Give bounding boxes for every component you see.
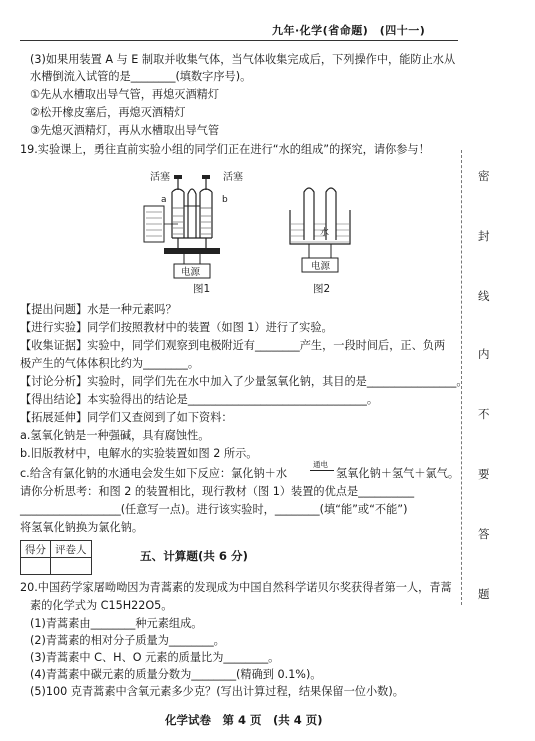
score-box bbox=[20, 540, 92, 575]
seal-line bbox=[461, 150, 462, 605]
fig1-label-a: a bbox=[161, 195, 167, 205]
seal-char-7: 答 bbox=[478, 527, 490, 541]
score-cell bbox=[21, 558, 51, 575]
seal-char-1: 密 bbox=[478, 169, 490, 183]
seal-char-6: 要 bbox=[478, 467, 490, 481]
fig1-stopcock-left-label: 活塞 bbox=[150, 172, 170, 183]
fig1-power-label: 电源 bbox=[181, 267, 201, 278]
page-footer: 化学试卷 第 4 页 (共 4 页) bbox=[165, 713, 323, 727]
q18-3-stem-line2: 水槽倒流入试管的是________(填数字序号)。 bbox=[30, 70, 252, 83]
q19-analysis-line1: 请你分析思考：和图 2 的装置相比，现行教材（图 1）装置的优点是__________ bbox=[20, 485, 415, 498]
seal-char-3: 线 bbox=[478, 289, 490, 303]
fig2-caption: 图2 bbox=[313, 283, 331, 295]
q19-analysis-line3: 将氢氧化钠换为氯化钠。 bbox=[20, 521, 144, 534]
q18-3-stem-line1: (3)如果用装置 A 与 E 制取并收集气体，当气体收集完成后，下列操作中，能防止水从 bbox=[30, 53, 456, 66]
q20-sub-3: (3)青蒿素中 C、H、O 元素的质量比为________。 bbox=[30, 651, 280, 664]
q18-option-2: ②松开橡皮塞后，再熄灭酒精灯 bbox=[30, 106, 186, 119]
seal-char-8: 题 bbox=[478, 587, 490, 601]
fig1-label-b: b bbox=[222, 195, 228, 205]
q20-stem-line2: 素的化学式为 C15H22O5。 bbox=[30, 599, 173, 612]
q19-question-line: 【提出问题】水是一种元素吗？ bbox=[20, 303, 177, 316]
page-header: 九年·化学(省命题) (四十一) bbox=[272, 24, 426, 37]
q19-info-b: b.旧版教材中，电解水的实验装置如图 2 所示。 bbox=[20, 447, 258, 460]
q18-option-1: ①先从水槽取出导气管，再熄灭酒精灯 bbox=[30, 88, 220, 101]
fig2-power-label: 电源 bbox=[311, 261, 331, 272]
q20-sub-1: (1)青蒿素由________种元素组成。 bbox=[30, 617, 203, 630]
seal-char-5: 不 bbox=[478, 407, 490, 421]
q20-stem-line1: 20.中国药学家屠呦呦因为青蒿素的发现成为中国自然科学诺贝尔奖获得者第一人，青蒿 bbox=[20, 581, 452, 594]
grader-label: 评卷人 bbox=[51, 541, 92, 558]
header-rule bbox=[20, 40, 458, 41]
fig1-stopcock-right-label: 活塞 bbox=[223, 172, 243, 183]
q19-extension-line: 【拓展延伸】同学们又查阅到了如下资料： bbox=[20, 411, 233, 424]
q19-title: 19.实验课上，勇往直前实验小组的同学们正在进行“水的组成”的探究，请你参与！ bbox=[20, 143, 430, 156]
seal-char-4: 内 bbox=[478, 347, 490, 361]
grader-cell bbox=[51, 558, 92, 575]
q19-info-c: c.给含有氯化钠的水通电会发生如下反应：氯化钠＋水 bbox=[20, 467, 288, 480]
q19-conclusion-line: 【得出结论】本实验得出的结论是________________________________。 bbox=[20, 393, 379, 406]
q20-sub-2: (2)青蒿素的相对分子质量为________。 bbox=[30, 634, 225, 647]
fig1-caption: 图1 bbox=[193, 283, 211, 295]
seal-char-2: 封 bbox=[478, 229, 490, 243]
q19-experiment-line: 【进行实验】同学们按照教材中的装置（如图 1）进行了实验。 bbox=[20, 321, 333, 334]
reaction-condition: 通电 bbox=[313, 460, 328, 469]
q20-sub-4: (4)青蒿素中碳元素的质量分数为________(精确到 0.1%)。 bbox=[30, 668, 322, 681]
q19-info-c-products: 氢氧化钠＋氢气＋氯气。 bbox=[336, 467, 460, 480]
q19-evidence-line2: 极产生的气体体积比约为________。 bbox=[20, 357, 200, 370]
section-title: 五、计算题(共 6 分) bbox=[140, 549, 248, 563]
fig2-water-label: 水 bbox=[320, 228, 330, 238]
q19-discussion-line: 【讨论分析】实验时，同学们先在水中加入了少量氢氧化钠，其目的是________________。 bbox=[20, 375, 468, 388]
reaction-arrow bbox=[310, 470, 334, 471]
score-label: 得分 bbox=[21, 541, 51, 558]
q19-evidence-line: 【收集证据】实验中，同学们观察到电极附近有________产生，一段时间后，正、负两 bbox=[20, 339, 446, 352]
q19-info-a: a.氢氧化钠是一种强碱，具有腐蚀性。 bbox=[20, 429, 210, 442]
q20-sub-5: (5)100 克青蒿素中含氧元素多少克？(写出计算过程，结果保留一位小数)。 bbox=[30, 685, 404, 698]
q18-option-3: ③先熄灭酒精灯，再从水槽取出导气管 bbox=[30, 124, 220, 137]
q19-analysis-line2: __________________(任意写一点)。进行该实验时，________(填“能”或“不能”) bbox=[20, 503, 408, 516]
